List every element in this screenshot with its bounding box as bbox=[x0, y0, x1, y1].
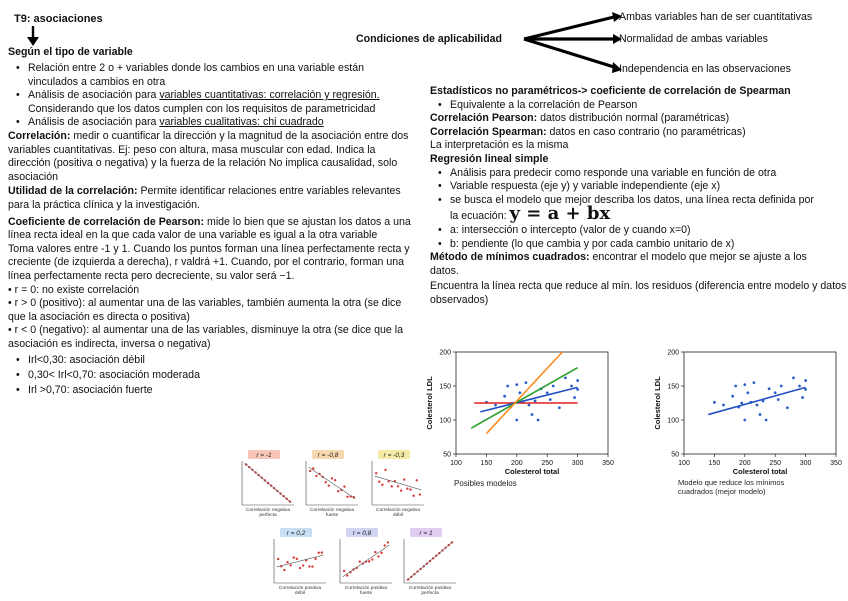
mini-point bbox=[315, 475, 317, 477]
x-tick-label: 150 bbox=[708, 460, 721, 467]
model-line-green bbox=[471, 368, 577, 429]
x-axis-label: Colesterol total bbox=[732, 467, 788, 476]
subtitle: Según el tipo de variable bbox=[8, 46, 133, 58]
equation: y = a + bx bbox=[509, 203, 611, 225]
reg-bullet-variables: • Variable respuesta (eje y) y variable independiente (eje x) bbox=[430, 180, 848, 194]
chart-caption-line1: Modelo que reduce los mínimos bbox=[678, 478, 785, 487]
strength-strong: • Irl >0,70: asociación fuerte bbox=[8, 383, 416, 398]
spearman-line: Correlación Spearman: datos en caso contrario (no paramétricas) bbox=[430, 125, 746, 138]
mini-trend-line bbox=[375, 476, 422, 490]
data-point bbox=[531, 413, 534, 416]
condition-normalidad: Normalidad de ambas variables bbox=[619, 33, 768, 45]
mini-point bbox=[302, 564, 304, 566]
data-point bbox=[494, 404, 497, 407]
x-axis-label: Colesterol total bbox=[504, 467, 560, 476]
reg-bullet-b: • b: pendiente (lo que cambia y por cada cambio unitario de x) bbox=[430, 238, 848, 252]
reg-bullet-modelo: • se busca el modelo que mejor describa los datos, una línea recta definida por la ecuación: y = a + bx bbox=[430, 194, 815, 224]
data-point bbox=[515, 383, 518, 386]
x-tick-label: 300 bbox=[799, 460, 812, 467]
bullet-relacion: • Relación entre 2 o + variables donde los cambios en una variable están vinculados a cambios en otra bbox=[8, 62, 416, 89]
mini-caption-line1: Correlación positiva bbox=[344, 586, 388, 591]
data-point bbox=[564, 376, 567, 379]
mini-caption-line2: perfecta bbox=[259, 513, 277, 518]
mini-point bbox=[337, 490, 339, 492]
mini-point bbox=[400, 489, 402, 491]
mini-point bbox=[403, 478, 405, 480]
mini-point bbox=[296, 558, 298, 560]
x-tick-label: 350 bbox=[602, 460, 614, 467]
right-text-block bbox=[430, 85, 848, 308]
mini-point bbox=[406, 487, 408, 489]
data-point bbox=[765, 419, 768, 422]
mini-caption-line2: débil bbox=[392, 513, 404, 518]
mini-point bbox=[377, 555, 379, 557]
data-point bbox=[753, 381, 756, 384]
r-label: r = -1 bbox=[256, 452, 272, 459]
mini-point bbox=[343, 485, 345, 487]
data-point bbox=[546, 391, 549, 394]
x-tick-label: 250 bbox=[769, 460, 782, 467]
x-tick-label: 200 bbox=[510, 460, 523, 467]
mini-point bbox=[380, 552, 382, 554]
r-point-zero: • r = 0: no existe correlación bbox=[8, 283, 140, 296]
np-title: Estadísticos no paramétricos-> coeficiente de correlación de Spearman bbox=[430, 85, 791, 97]
data-point bbox=[558, 406, 561, 409]
mini-caption-line1: Correlación negativa bbox=[246, 508, 290, 513]
possible-models-chart bbox=[420, 340, 620, 500]
y-tick-label: 50 bbox=[443, 451, 451, 459]
data-point bbox=[759, 413, 762, 416]
mini-point bbox=[387, 541, 389, 543]
data-point bbox=[534, 400, 537, 403]
mini-point bbox=[312, 467, 314, 469]
data-point bbox=[722, 404, 725, 407]
reg-bullet-a: • a: intersección o intercepto (valor de y cuando x=0) bbox=[430, 224, 848, 238]
reg-bullet-analisis: • Análisis para predecir como responde una variable en función de otra bbox=[430, 167, 848, 181]
data-point bbox=[740, 402, 743, 405]
mini-point bbox=[308, 565, 310, 567]
mini-caption-line2: débil bbox=[294, 591, 306, 596]
mini-caption-line1: Correlación negativa bbox=[376, 508, 420, 513]
data-point bbox=[731, 395, 734, 398]
mini-point bbox=[343, 570, 345, 572]
mini-point bbox=[318, 552, 320, 554]
data-point bbox=[743, 383, 746, 386]
mini-point bbox=[378, 480, 380, 482]
r-label: r = 1 bbox=[419, 530, 433, 537]
mini-point bbox=[293, 556, 295, 558]
data-point bbox=[506, 385, 509, 388]
conditions-label: Condiciones de aplicabilidad bbox=[356, 33, 502, 45]
mini-point bbox=[391, 485, 393, 487]
data-point bbox=[780, 385, 783, 388]
x-tick-label: 150 bbox=[480, 460, 493, 467]
mini-point bbox=[384, 544, 386, 546]
x-tick-label: 350 bbox=[830, 460, 842, 467]
mini-point bbox=[371, 558, 373, 560]
y-tick-label: 200 bbox=[667, 349, 679, 357]
link-cuantitativas[interactable]: variables cuantitativas: correlación y regresión. bbox=[159, 89, 380, 102]
variable-bullets bbox=[8, 62, 416, 130]
mini-point bbox=[331, 477, 333, 479]
y-tick-label: 50 bbox=[671, 451, 679, 459]
condition-cuantitativas: Ambas variables han de ser cuantitativas bbox=[619, 11, 813, 23]
data-point bbox=[552, 385, 555, 388]
model-line-orange bbox=[486, 352, 562, 434]
valores-paragraph: Toma valores entre -1 y 1. Cuando los puntos forman una línea perfectamente recta y creciente (de izquierda a derecha), r valdrá +1. Cuando, por el contrario, forman una línea perfectamente recta pero decreciente, su valor será −1. bbox=[8, 242, 410, 282]
r-point-positive: • r > 0 (positivo): al aumentar una de las variables, también aumenta la otra (se dice que la asociación es directa o positiva) bbox=[8, 297, 402, 323]
mini-caption-line1: Correlación negativa bbox=[310, 508, 354, 513]
mini-point bbox=[334, 479, 336, 481]
regression-title: Regresión lineal simple bbox=[430, 152, 549, 165]
mini-point bbox=[277, 558, 279, 560]
arrow-down-icon bbox=[27, 26, 39, 46]
x-tick-label: 200 bbox=[738, 460, 751, 467]
data-point bbox=[518, 391, 521, 394]
y-axis-label: Colesterol LDL bbox=[425, 376, 434, 430]
x-tick-label: 300 bbox=[571, 460, 584, 467]
r-label: r = -0,3 bbox=[383, 452, 405, 459]
mini-point bbox=[412, 495, 414, 497]
strength-weak: • Irl<0,30: asociación débil bbox=[8, 353, 416, 368]
conditions-arrows bbox=[520, 10, 624, 76]
data-point bbox=[786, 406, 789, 409]
pearson-line: Correlación Pearson: datos distribución normal (paramétricas) bbox=[430, 112, 730, 125]
pearson-paragraph: Coeficiente de correlación de Pearson: mide lo bien que se ajustan los datos a una línea recta ideal en la que cada valor de una variable es igual a la otra variable bbox=[8, 215, 411, 242]
data-point bbox=[792, 376, 795, 379]
interp-line: La interpretación es la misma bbox=[430, 139, 569, 152]
mini-caption-line1: Correlación positiva bbox=[408, 586, 452, 591]
data-point bbox=[801, 396, 804, 399]
y-axis-label: Colesterol LDL bbox=[653, 376, 662, 430]
y-tick-label: 150 bbox=[439, 383, 451, 391]
mini-point bbox=[328, 484, 330, 486]
bullet-cuantitativas: • Análisis de asociación para variables cuantitativas: correlación y regresión. Considerando que los datos cumplen con los requisitos de parametricidad bbox=[8, 89, 416, 116]
data-point bbox=[746, 391, 749, 394]
model-line-fit bbox=[708, 387, 805, 414]
utilidad-paragraph: Utilidad de la correlación: Permite identificar relaciones entre variables relevantes para la práctica clínica y la investigación. bbox=[8, 185, 401, 211]
regression-bullets bbox=[430, 167, 848, 252]
chart-caption-line2: cuadrados (mejor modelo) bbox=[678, 487, 766, 496]
mini-caption-line2: fuerte bbox=[325, 513, 339, 518]
data-point bbox=[528, 404, 531, 407]
model-line-blue bbox=[480, 387, 577, 411]
mini-point bbox=[299, 567, 301, 569]
data-point bbox=[503, 395, 506, 398]
mini-trend-line bbox=[277, 555, 324, 567]
mini-point bbox=[314, 558, 316, 560]
mini-point bbox=[374, 551, 376, 553]
x-tick-label: 100 bbox=[678, 460, 690, 467]
data-point bbox=[515, 419, 518, 422]
mini-trend-line bbox=[407, 541, 454, 581]
mini-point bbox=[286, 561, 288, 563]
mini-point bbox=[321, 551, 323, 553]
mini-point bbox=[381, 484, 383, 486]
data-point bbox=[777, 398, 780, 401]
mmc-paragraph: Método de mínimos cuadrados: encontrar el modelo que mejor se ajuste a los datos. bbox=[430, 251, 807, 277]
data-point bbox=[804, 379, 807, 382]
r-label: r = 0,2 bbox=[286, 530, 306, 537]
data-point bbox=[734, 385, 737, 388]
mini-point bbox=[416, 479, 418, 481]
data-point bbox=[768, 387, 771, 390]
mini-trend-line bbox=[245, 463, 292, 503]
data-point bbox=[774, 391, 777, 394]
mini-point bbox=[346, 574, 348, 576]
mini-caption-line2: fuerte bbox=[359, 591, 373, 596]
link-cualitativas[interactable]: variables cualitativas: chi cuadrado bbox=[159, 116, 324, 129]
mini-point bbox=[311, 565, 313, 567]
data-point bbox=[756, 404, 759, 407]
mini-point bbox=[368, 560, 370, 562]
y-tick-label: 100 bbox=[439, 417, 451, 425]
data-point bbox=[573, 396, 576, 399]
y-tick-label: 100 bbox=[667, 417, 679, 425]
x-tick-label: 100 bbox=[450, 460, 462, 467]
r-label: r = -0,8 bbox=[317, 452, 339, 459]
mini-point bbox=[359, 560, 361, 562]
r-point-negative: • r < 0 (negativo): al aumentar una de las variables, disminuye la otra (se dice que la asociación es indirecta, inversa o negativa) bbox=[8, 324, 404, 350]
mini-point bbox=[375, 472, 377, 474]
left-text-block bbox=[8, 62, 416, 398]
page-title: T9: asociaciones bbox=[14, 13, 103, 25]
np-bullets bbox=[430, 99, 848, 113]
best-model-chart bbox=[648, 340, 848, 505]
correlacion-paragraph: Correlación: medir o cuantificar la dirección y la magnitud de la asociación entre dos variables cuantitativas. Ej: peso con altura, masa muscular con edad. Indica la dirección (positiva o negativa) y la fuerza de la relación No implica causalidad, solo asociación bbox=[8, 129, 409, 183]
data-point bbox=[798, 385, 801, 388]
condition-independencia: Independencia en las observaciones bbox=[619, 63, 791, 75]
mini-point bbox=[283, 569, 285, 571]
mini-point bbox=[289, 564, 291, 566]
data-point bbox=[537, 419, 540, 422]
mini-point bbox=[384, 469, 386, 471]
mini-point bbox=[409, 488, 411, 490]
data-point bbox=[570, 385, 573, 388]
data-point bbox=[549, 398, 552, 401]
mini-point bbox=[346, 496, 348, 498]
data-point bbox=[525, 381, 528, 384]
mini-caption-line2: perfecta bbox=[421, 591, 439, 596]
data-point bbox=[576, 379, 579, 382]
np-bullet: • Equivalente a la correlación de Pearson bbox=[430, 99, 848, 113]
r-label: r = 0,8 bbox=[352, 530, 372, 537]
strength-moderate: • 0,30< Irl<0,70: asociación moderada bbox=[8, 368, 416, 383]
mini-point bbox=[309, 470, 311, 472]
bullet-cualitativas: • Análisis de asociación para variables cualitativas: chi cuadrado bbox=[8, 116, 416, 130]
plot-frame bbox=[684, 352, 836, 454]
y-tick-label: 150 bbox=[667, 383, 679, 391]
mini-point bbox=[325, 481, 327, 483]
data-point bbox=[743, 419, 746, 422]
strength-list bbox=[8, 353, 416, 398]
y-tick-label: 200 bbox=[439, 349, 451, 357]
data-point bbox=[713, 401, 716, 404]
mini-trend-line bbox=[343, 545, 390, 577]
mini-point bbox=[397, 485, 399, 487]
encuentra-paragraph: Encuentra la línea recta que reduce al mín. los residuos (diferencia entre modelo y datos observados) bbox=[430, 280, 847, 306]
chart-caption: Posibles modelos bbox=[454, 479, 517, 488]
x-tick-label: 250 bbox=[541, 460, 554, 467]
mini-trend-line bbox=[309, 467, 356, 499]
mini-caption-line1: Correlación positiva bbox=[278, 586, 322, 591]
